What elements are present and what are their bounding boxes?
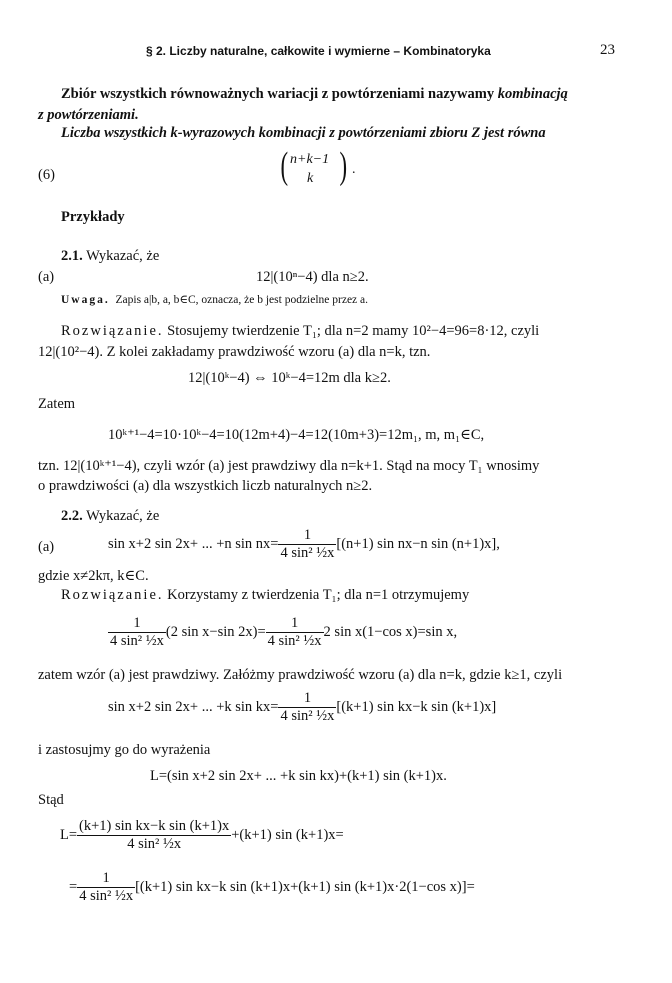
solution-2-2-label: Rozwiązanie. [61,587,164,603]
eq2-fraction [278,690,336,725]
solution-2-1-text: Stosujemy twierdzenie T₁; dla n=2 mamy 10²−4=96=8·12, czyli [163,323,540,339]
solution-2-2-text: Korzystamy z twierdzenia T₁; dla n=1 otrzymujemy [163,587,470,603]
final-equation [69,870,475,905]
final-frac-den: 4 sin² ½x [79,888,134,904]
equation-induction-k: 12|(10ᵏ−4) ⇔ 10ᵏ−4=12m dla k≥2. [188,370,391,386]
base-frac-2 [266,615,324,650]
eq-a-lhs: sin x+2 sin 2x+ ... +n sin nx= [108,535,279,552]
eq2-rhs: [(k+1) sin kx−k sin (k+1)x] [336,698,497,715]
L-fraction [77,818,231,853]
eq2-frac-num: 1 [278,690,336,708]
apply-text: i zastosujmy go do wyrażenia [38,742,211,758]
base-mid: (2 sin x−sin 2x)= [165,623,266,640]
example-2-1-text: Wykazać, że [82,248,160,264]
final-eq-sign: = [69,878,78,895]
final-rhs: [(k+1) sin kx−k sin (k+1)x+(k+1) sin (k+1)x·2(1−cos x)]= [135,878,475,895]
conclusion-2-1-line-2: o prawdziwości (a) dla wszystkich liczb naturalnych n≥2. [38,478,373,494]
example-2-2-equation [108,527,500,562]
definition-line-2: z powtórzeniami. [38,107,139,123]
induction-assumption: zatem wzór (a) jest prawdziwy. Załóżmy prawdziwość wzoru (a) dla n=k, gdzie k≥1, czyli [38,667,563,683]
binom-bottom: k [307,171,314,186]
definition-text: Zbiór wszystkich równoważnych wariacji z powtórzeniami nazywamy [61,86,498,102]
eq-a-frac-den: 4 sin² ½x [280,545,335,561]
definition-term: kombinacją [497,86,568,102]
definition-line-1 [61,86,568,103]
equation-induction-k1: 10ᵏ⁺¹−4=10·10ᵏ−4=10(12m+4)−4=12(10m+3)=12m₁, m, m₁∈C, [108,427,485,443]
L-expansion [60,818,344,853]
examples-heading: Przykłady [61,209,125,225]
eq2-frac-den: 4 sin² ½x [280,708,335,724]
eq2-lhs: sin x+2 sin 2x+ ... +k sin kx= [108,698,279,715]
base-frac-1 [108,615,166,650]
right-paren: ) [339,145,348,187]
eq-a-fraction [278,527,336,562]
eq-a-frac-num: 1 [278,527,336,545]
equation-L: L=(sin x+2 sin 2x+ ... +k sin kx)+(k+1) sin (k+1)x. [150,768,447,784]
binom-top: n+k−1 [290,152,330,167]
example-2-2-text: Wykazać, że [82,508,160,524]
note-text: Zapis a|b, a, b∈C, oznacza, że b jest podzielne przez a. [115,294,369,306]
running-title: § 2. Liczby naturalne, całkowite i wymierne – Kombinatoryka [146,44,491,58]
solution-2-1-label: Rozwiązanie. [61,323,164,339]
solution-2-1-line-1 [61,323,539,340]
eq-a-rhs: [(n+1) sin nx−n sin (n+1)x], [336,535,500,552]
equation-6-label: (6) [38,167,55,183]
base-frac-1-num: 1 [108,615,166,633]
example-2-1-label: 2.1. [61,248,83,264]
zatem: Zatem [38,396,76,412]
page-number: 23 [600,42,615,58]
base-case-equation [108,615,457,650]
example-2-1-equation: 12|(10ⁿ−4) dla n≥2. [256,269,369,285]
final-frac-num: 1 [77,870,135,888]
L-frac-num: (k+1) sin kx−k sin (k+1)x [79,818,230,834]
condition: gdzie x≠2kπ, k∈C. [38,568,149,584]
example-2-2-title [61,508,159,525]
final-fraction [77,870,135,905]
L-frac-den: 4 sin² ½x [127,836,182,852]
L-label: L= [60,826,78,843]
base-frac-2-den: 4 sin² ½x [267,633,322,649]
conclusion-2-1-line-1: tzn. 12|(10ᵏ⁺¹−4), czyli wzór (a) jest prawdziwy dla n=k+1. Stąd na mocy T₁ wnosimy [38,458,540,474]
example-2-1-note [61,292,368,306]
stad: Stąd [38,792,64,808]
example-2-1-eq-label: (a) [38,269,55,285]
base-frac-2-num: 1 [266,615,324,633]
left-paren: ( [280,145,289,187]
note-label: Uwaga. [61,294,110,306]
base-end: 2 sin x(1−cos x)=sin x, [323,623,458,640]
L-tail: +(k+1) sin (k+1)x= [231,826,344,843]
theorem-statement: Liczba wszystkich k-wyrazowych kombinacji z powtórzeniami zbioru Z jest równa [61,125,546,141]
binom-tail: . [352,162,356,177]
solution-2-1-line-2: 12|(10²−4). Z kolei zakładamy prawdziwość wzoru (a) dla n=k, tzn. [38,344,431,360]
example-2-2-label: 2.2. [61,508,83,524]
solution-2-2-line [61,587,469,604]
example-2-1-title [61,248,159,265]
assumption-equation [108,690,496,725]
example-2-2-eq-label: (a) [38,539,55,555]
base-frac-1-den: 4 sin² ½x [110,633,164,649]
